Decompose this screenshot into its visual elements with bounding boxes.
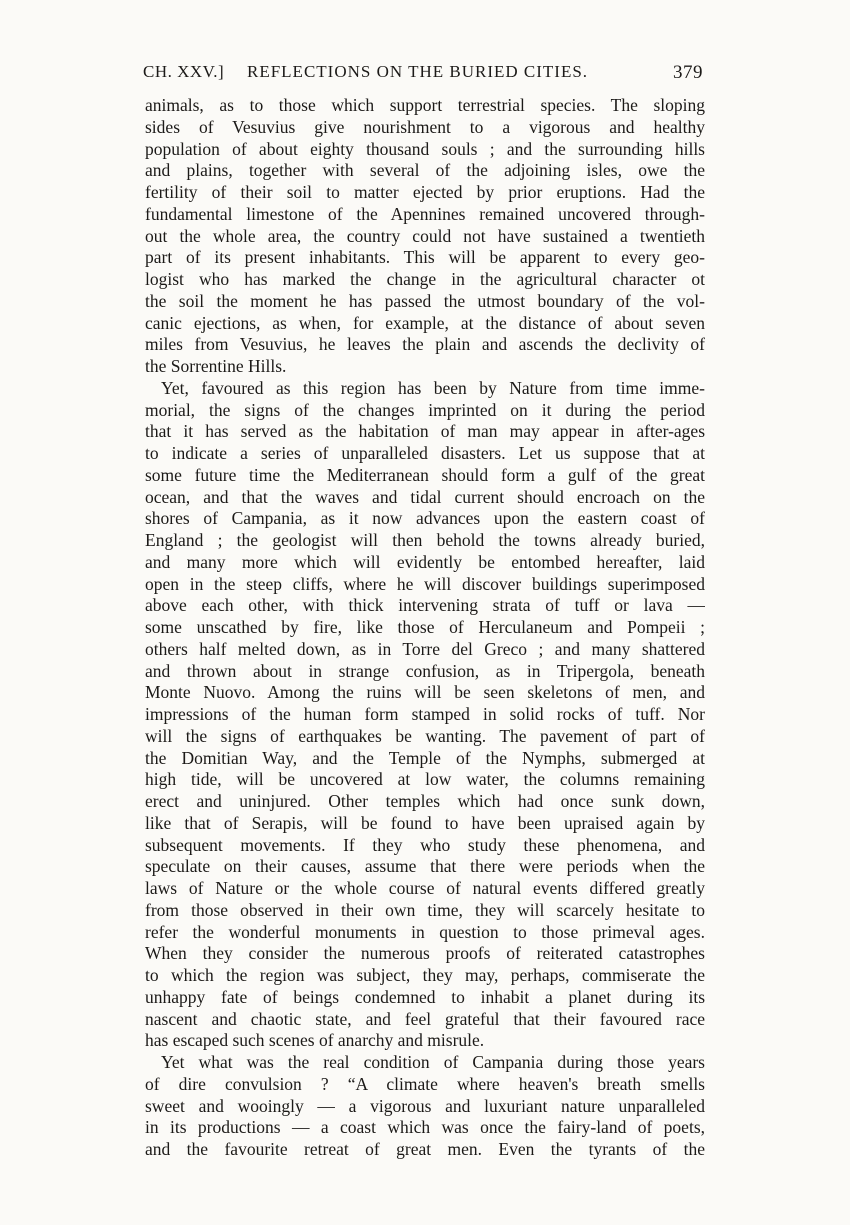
text-line: in its productions — a coast which was once the fairy-land of poets, [145,1117,705,1138]
text-line: population of about eighty thousand souls ; and the surrounding hills [145,138,705,159]
text-line: logist who has marked the change in the agricultural character ot [145,269,705,289]
text-line: sides of Vesuvius give nourishment to a vigorous and healthy [145,116,705,137]
text-line: animals, as to those which support terrestrial species. The sloping [145,95,705,115]
text-line: unhappy fate of beings condemned to inhabit a planet during its [145,986,705,1007]
text-line: nascent and chaotic state, and feel grateful that their favoured race [145,1008,705,1029]
text-line: refer the wonderful monuments in question to those primeval ages. [145,921,705,942]
text-line: to which the region was subject, they may, perhaps, commiserate the [145,965,705,985]
text-line: ocean, and that the waves and tidal current should encroach on the [145,486,705,507]
text-line: the Domitian Way, and the Temple of the Nymphs, submerged at [145,747,705,768]
text-line: open in the steep cliffs, where he will discover buildings superimposed [145,573,705,594]
text-line: Monte Nuovo. Among the ruins will be seen skeletons of men, and [145,682,705,703]
text-line: and plains, together with several of the adjoining isles, owe the [145,160,705,181]
text-line: that it has served as the habitation of man may appear in after-ages [145,421,705,442]
paragraph-end-line: the Sorrentine Hills. [145,356,287,376]
running-title: REFLECTIONS ON THE BURIED CITIES. [247,62,589,81]
body-text [145,95,705,1161]
text-line: fertility of their soil to matter ejected by prior eruptions. Had the [145,182,705,202]
text-line: England ; the geologist will then behold the towns already buried, [145,530,705,550]
text-line: impressions of the human form stamped in solid rocks of tuff. Nor [145,704,705,724]
paragraph-end-line: has escaped such scenes of anarchy and misrule. [145,1030,485,1051]
text-line: high tide, will be uncovered at low water, the columns remaining [145,769,705,790]
text-line: fundamental limestone of the Apennines remained uncovered through- [145,203,705,224]
text-line: subsequent movements. If they who study these phenomena, and [145,834,705,855]
text-line: and many more which will evidently be entombed hereafter, laid [145,551,705,572]
text-line: like that of Serapis, will be found to have been upraised again by [145,812,705,833]
text-line: and thrown about in strange confusion, as in Tripergola, beneath [145,660,705,681]
text-line: some future time the Mediterranean should form a gulf of the great [145,464,705,485]
text-line: shores of Campania, as it now advances upon the eastern coast of [145,508,705,529]
page-number: 379 [673,62,703,83]
text-line: the soil the moment he has passed the utmost boundary of the vol- [145,290,705,311]
text-line: to indicate a series of unparalleled disasters. Let us suppose that at [145,443,705,463]
paragraph-start-line: Yet, favoured as this region has been by Nature from time imme- [161,377,705,398]
text-line: of dire convulsion ? “A climate where heaven's breath smells [145,1073,705,1094]
text-line: will the signs of earthquakes be wanting. The pavement of part of [145,725,705,746]
running-header [143,62,703,90]
text-line: erect and uninjured. Other temples which had once sunk down, [145,791,705,811]
text-line: part of its present inhabitants. This will be apparent to every geo- [145,247,705,268]
text-line: miles from Vesuvius, he leaves the plain and ascends the declivity of [145,334,705,355]
text-line: and the favourite retreat of great men. Even the tyrants of the [145,1139,705,1159]
text-line: When they consider the numerous proofs of reiterated catastrophes [145,943,705,964]
text-line: others half melted down, as in Torre del Greco ; and many shattered [145,638,705,659]
chapter-label: CH. XXV.] [143,62,225,81]
text-line: above each other, with thick intervening strata of tuff or lava — [145,595,705,616]
paragraph-start-line: Yet what was the real condition of Campania during those years [161,1052,705,1072]
text-line: morial, the signs of the changes imprinted on it during the period [145,399,705,420]
text-line: laws of Nature or the whole course of natural events differed greatly [145,878,705,898]
text-line: from those observed in their own time, they will scarcely hesitate to [145,899,705,920]
text-line: some unscathed by fire, like those of Herculaneum and Pompeii ; [145,617,705,637]
text-line: canic ejections, as when, for example, at the distance of about seven [145,312,705,333]
text-line: speculate on their causes, assume that there were periods when the [145,856,705,877]
text-line: out the whole area, the country could not have sustained a twentieth [145,225,705,246]
text-line: sweet and wooingly — a vigorous and luxuriant nature unparalleled [145,1095,705,1116]
